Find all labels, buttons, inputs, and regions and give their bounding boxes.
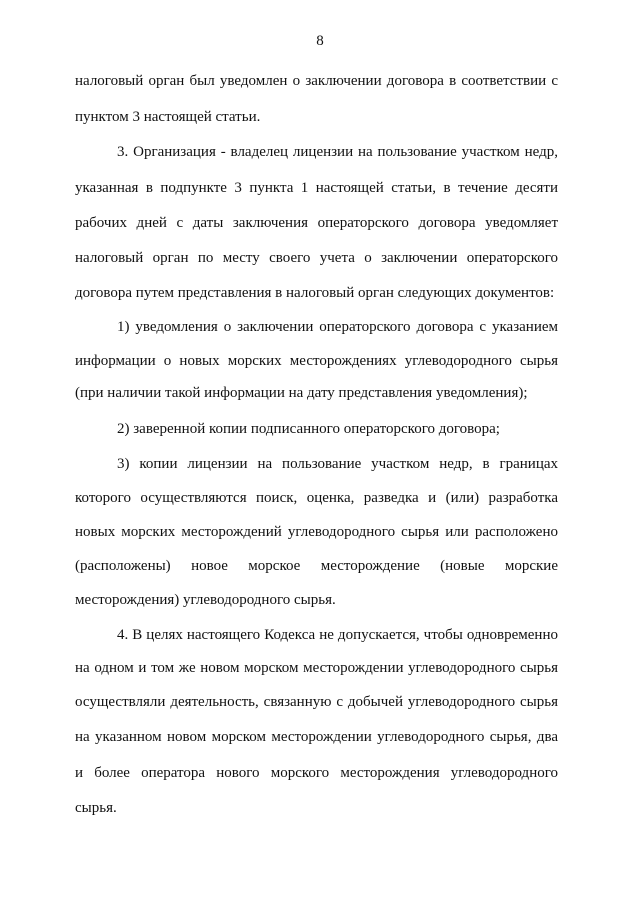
text-line: сырья.	[75, 800, 117, 816]
text-line: (при наличии такой информации на дату представления уведомления);	[75, 385, 528, 401]
page-number: 8	[316, 33, 324, 49]
text-line: 1) уведомления о заключении операторского договора с указанием	[117, 319, 558, 335]
text-line: налоговый орган по месту своего учета о заключении операторского	[75, 250, 558, 266]
text-line: на указанном новом морском месторождении углеводородного сырья, два	[75, 729, 558, 745]
text-line: указанная в подпункте 3 пункта 1 настоящей статьи, в течение десяти	[75, 180, 558, 196]
text-line: информации о новых морских месторождениях углеводородного сырья	[75, 353, 558, 369]
text-line: 3. Организация - владелец лицензии на пользование участком недр,	[117, 144, 558, 160]
text-line: договора путем представления в налоговый орган следующих документов:	[75, 285, 555, 301]
text-line: месторождения) углеводородного сырья.	[75, 592, 336, 608]
text-line: на одном и том же новом морском месторождении углеводородного сырья	[75, 660, 558, 676]
text-line: пунктом 3 настоящей статьи.	[75, 109, 261, 125]
text-line: налоговый орган был уведомлен о заключении договора в соответствии с	[75, 73, 558, 89]
text-line: (расположены) новое морское месторождение (новые морские	[75, 558, 558, 574]
text-line: рабочих дней с даты заключения операторского договора уведомляет	[75, 215, 558, 231]
text-line: осуществляли деятельность, связанную с добычей углеводородного сырья	[75, 694, 558, 710]
text-line: 3) копии лицензии на пользование участком недр, в границах	[117, 456, 558, 472]
text-line: и более оператора нового морского месторождения углеводородного	[75, 765, 558, 781]
text-line: 2) заверенной копии подписанного операторского договора;	[117, 421, 500, 437]
text-line: 4. В целях настоящего Кодекса не допускается, чтобы одновременно	[117, 627, 558, 643]
text-line: которого осуществляются поиск, оценка, разведка и (или) разработка	[75, 490, 558, 506]
text-line: новых морских месторождений углеводородного сырья или расположено	[75, 524, 558, 540]
